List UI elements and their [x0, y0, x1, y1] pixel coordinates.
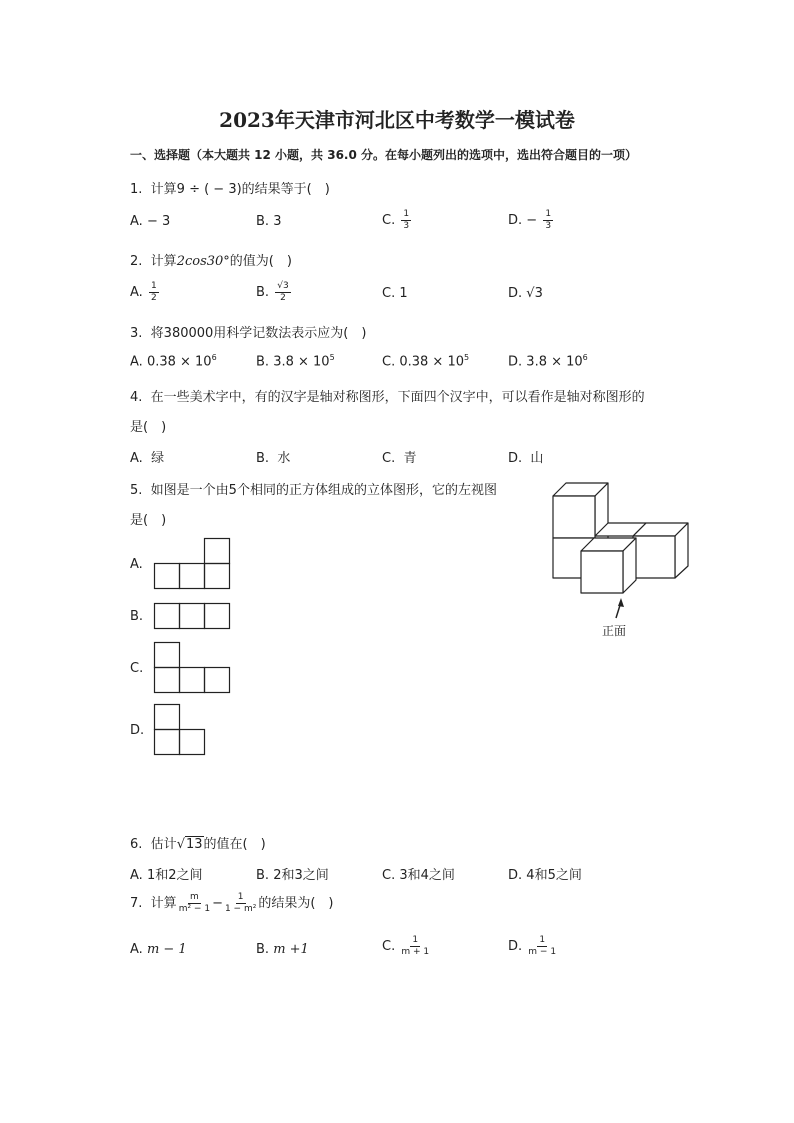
question-text: 将380000用科学记数法表示应为( ) [150, 326, 367, 341]
page-title: 2023年天津市河北区中考数学一模试卷 [219, 108, 575, 132]
q7-option-b[interactable]: B. m +1 [256, 942, 309, 957]
q2-option-a[interactable]: A. $\frac{1}{2}$ [130, 281, 157, 303]
q7-option-c[interactable]: C. $\frac{1}{m + 1}$ [382, 935, 430, 957]
question-number: 2. [130, 254, 143, 269]
option-label: B. [256, 214, 270, 229]
question-3: 3. 将380000用科学记数法表示应为( ) [130, 326, 367, 341]
q1-option-b[interactable] [256, 214, 281, 229]
cube-solid-figure [548, 478, 698, 608]
option-text: − 3 [146, 214, 171, 229]
question-text: 在一些美术字中，有的汉字是轴对称图形，下面四个汉字中，可以看作是轴对称图形的 [150, 390, 645, 405]
fraction: $\frac{1}{m - 1}$ [528, 935, 557, 957]
fraction: $\frac{1}{3}$ [403, 209, 410, 231]
question-text: 如图是一个由5个相同的正方体组成的立体图形，它的左视图 [150, 483, 497, 498]
fraction: $\frac{1}{\text{1 − m²}}$ [224, 892, 257, 914]
q3-option-a[interactable]: A. $0.38 \times 10^6$ [130, 353, 217, 370]
q5-option-b[interactable]: B. [130, 609, 144, 624]
q6-option-b[interactable]: B. 2和3之间 [256, 868, 329, 883]
question-2: 2. 计算2cos30°的值为( ) [130, 254, 292, 269]
question-1 [130, 178, 330, 197]
option-text: 3 [273, 214, 282, 229]
q5-option-d-figure [154, 704, 208, 756]
q5-option-b-figure [154, 603, 232, 630]
question-4-continued: 是( ) [130, 420, 167, 435]
q4-option-d[interactable]: D. 山 [508, 451, 544, 466]
option-label: D. [508, 213, 523, 228]
figure-caption: 正面 [602, 624, 627, 638]
q2-option-d[interactable]: D. √3 [508, 286, 543, 301]
q1-option-d[interactable]: D. − $\frac{1}{3}$ [508, 209, 552, 231]
q5-option-a[interactable]: A. [130, 557, 143, 572]
fraction: $\frac{1}{3}$ [545, 209, 552, 231]
q5-option-a-figure [154, 538, 232, 590]
question-7: 7. 计算 $\frac{m}{\text{m² − 1}}$ − $\frac{1}{\text{1 − m²}}$ 的结果为( ) [130, 892, 334, 914]
question-6: 6. 估计√13的值在( ) [130, 837, 266, 852]
fraction: $\frac{1}{2}$ [150, 281, 157, 303]
q6-option-c[interactable]: C. 3和4之间 [382, 868, 455, 883]
fraction: $\frac{1}{m + 1}$ [401, 935, 430, 957]
q7-option-a[interactable]: A. m − 1 [130, 942, 187, 957]
question-text: 计算9 ÷ ( − 3)的结果等于( ) [150, 182, 330, 197]
q3-option-d[interactable]: D. $3.8 \times 10^6$ [508, 353, 588, 370]
math-expression: 2cos30° [176, 254, 230, 269]
q4-option-c[interactable]: C. 青 [382, 451, 417, 466]
q7-option-d[interactable]: D. $\frac{1}{m - 1}$ [508, 935, 557, 957]
q2-option-b[interactable]: B. $\frac{√3}{2}$ [256, 281, 289, 303]
q1-option-a[interactable] [130, 214, 170, 229]
option-label: C. [382, 213, 396, 228]
question-4: 4. 在一些美术字中，有的汉字是轴对称图形，下面四个汉字中，可以看作是轴对称图形的 [130, 390, 645, 405]
q5-option-c[interactable]: C. [130, 661, 144, 676]
q6-option-d[interactable]: D. 4和5之间 [508, 868, 582, 883]
q4-option-b[interactable]: B. 水 [256, 451, 291, 466]
q3-option-c[interactable]: C. $0.38 \times 10^5$ [382, 353, 470, 370]
sqrt-expression: 13 [185, 837, 203, 852]
q2-option-c[interactable]: C. 1 [382, 286, 408, 301]
q1-option-c[interactable] [382, 210, 413, 231]
question-5-continued: 是( ) [130, 513, 167, 528]
q6-option-a[interactable]: A. 1和2之间 [130, 868, 203, 883]
question-number: 1. [130, 182, 143, 197]
q5-option-d[interactable]: D. [130, 723, 145, 738]
question-5: 5. 如图是一个由5个相同的正方体组成的立体图形，它的左视图 [130, 483, 497, 498]
section-header: 一、选择题（本大题共 12 小题，共 36.0 分。在每小题列出的选项中，选出符合题目的一项） [130, 148, 638, 162]
option-label: A. [130, 214, 143, 229]
fraction: $\frac{√3}{2}$ [277, 281, 289, 303]
q3-option-b[interactable]: B. $3.8 \times 10^5$ [256, 353, 335, 370]
fraction: $\frac{m}{\text{m² − 1}}$ [178, 892, 211, 914]
q5-option-c-figure [154, 642, 232, 694]
q4-option-a[interactable]: A. 绿 [130, 451, 165, 466]
